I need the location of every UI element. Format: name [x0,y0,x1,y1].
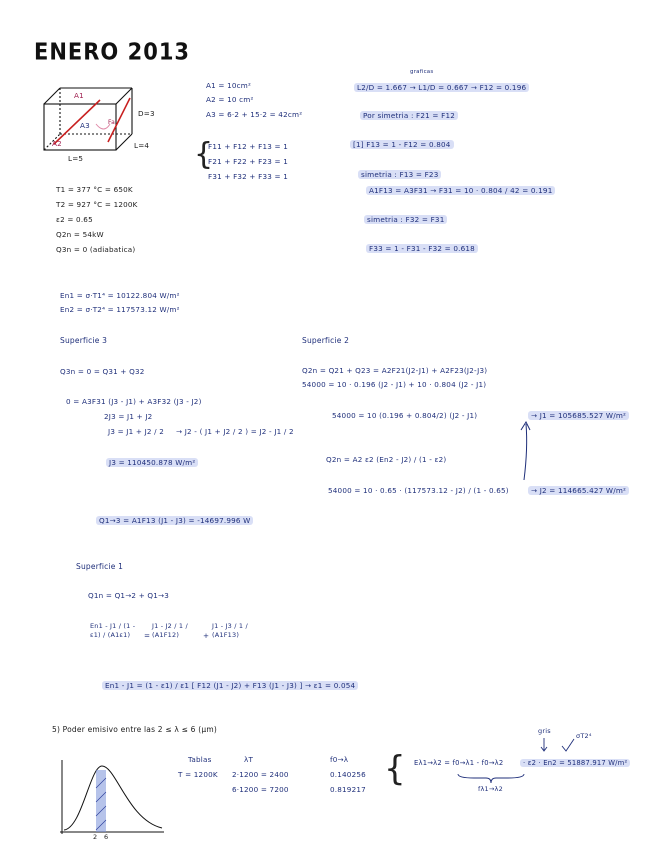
simetria-f23: simetria : F13 = F23 [358,171,441,178]
f-value-1: 0.140256 [330,770,366,779]
label-a3: A3 [80,121,90,130]
f-header: f0→λ [330,755,349,764]
lambda-t-label: λT [244,755,254,764]
label-l5: L=5 [68,154,84,163]
axis-label-6: 6 [104,833,109,841]
page-title: ENERO 2013 [34,38,191,66]
simetria-f32: simetria : F32 = F31 [364,216,447,223]
simetria-f21: Por simetria : F21 = F12 [360,112,458,119]
sup1-frac1: En1 - J1 / (1 - ε1) / (A1ε1) [90,622,136,640]
sup1-plus: + [203,631,210,640]
sup1-line1: Q1n = Q1→2 + Q1→3 [88,591,170,600]
label-a2-small: A2 [52,139,62,148]
sup2-j1: → J1 = 105685.527 W/m² [528,412,629,419]
sup1-frac3: J1 - J3 / 1 / (A1F13) [212,622,248,640]
sup3-line4b: → J2 - ( J1 + J2 / 2 ) = J2 - J1 / 2 [176,427,294,436]
sup1-e1: En1 - J1 = (1 - ε1) / ε1 [ F12 (J1 - J2) + F13 (J1 - J3) ] → ε1 = 0.054 [102,682,358,689]
sum-row-3: F31 + F32 + F33 = 1 [208,172,288,181]
part5-denominator: fλ1→λ2 [478,785,503,793]
sup2-line3a: 54000 = 10 (0.196 + 0.804/2) (J2 - J1) [332,411,478,420]
area-a1: A1 = 10cm² [206,81,252,90]
sup3-line2: 0 = A3F31 (J3 - J1) + A3F32 (J3 - J2) [66,397,202,406]
area-a3: A3 = 6·2 + 15·2 = 42cm² [206,110,303,119]
sup2-line5a: 54000 = 10 · 0.65 · (117573.12 - J2) / (1 - 0.65) [328,486,509,495]
tablas-label: Tablas [188,755,212,764]
given-t1: T1 = 377 °C = 650K [56,185,133,194]
planck-curve-graph [58,758,168,838]
ratio-line: L2/D = 1.667 → L1/D = 0.667 → F12 = 0.196 [354,84,529,91]
arrow-down-icon [538,736,578,756]
part5-eq-left: Eλ1→λ2 = f0→λ1 - f0→λ2 [414,759,504,767]
sup3-j3: J3 = 110450.878 W/m² [106,459,198,466]
sum-row-1: F11 + F12 + F13 = 1 [208,142,288,151]
en1-line: En1 = σ·T1⁴ = 10122.804 W/m² [60,291,180,300]
label-d3: D=3 [138,109,155,118]
sup1-eq: = [144,631,151,640]
temperature-value: T = 1200K [178,770,218,779]
f13-line: [1] F13 = 1 - F12 = 0.804 [350,141,454,148]
given-q3n: Q3n = 0 (adiabatica) [56,245,136,254]
sum-row-2: F21 + F22 + F23 = 1 [208,157,288,166]
brace-2: { [384,749,406,789]
q1to3-line: Q1→3 = A1F13 (J1 - J3) = -14697.996 W [96,517,253,524]
axis-label-2: 2 [93,833,98,841]
f-value-2: 0.819217 [330,785,366,794]
sup2-heading: Superficie 2 [302,336,350,345]
label-l4: L=4 [134,141,150,150]
brace: { [194,137,214,172]
area-a2: A2 = 10 cm² [206,95,254,104]
sup2-line2: 54000 = 10 · 0.196 (J2 - J1) + 10 · 0.804 (J2 - J1) [302,380,487,389]
sup3-heading: Superficie 3 [60,336,108,345]
part5-heading: 5) Poder emisivo entre las 2 ≤ λ ≤ 6 (μm) [52,725,217,734]
sup3-line1: Q3n = 0 = Q31 + Q32 [60,367,145,376]
gris-label: gris [538,727,551,735]
f33-line: F33 = 1 - F31 - F32 = 0.618 [366,245,478,252]
part5-eq-right: · ε2 · En2 = 51887.917 W/m² [520,760,630,767]
lambda-t-row1: 2·1200 = 2400 [232,770,289,779]
given-q2n: Q2n = 54kW [56,230,104,239]
sup2-line4: Q2n = A2 ε2 (En2 - J2) / (1 - ε2) [326,455,447,464]
sup2-j2: → J2 = 114665.427 W/m² [528,487,629,494]
sup3-line4a: J3 = J1 + J2 / 2 [108,427,165,436]
sup3-line3: 2J3 = J1 + J2 [104,412,153,421]
sigma-label: σT2⁴ [576,732,592,740]
arrow-up-icon [518,418,538,488]
label-fa: Fa [108,119,115,126]
sup1-frac2: J1 - J2 / 1 / (A1F12) [152,622,188,640]
underbrace [456,772,526,784]
sup1-heading: Superficie 1 [76,562,124,571]
en2-line: En2 = σ·T2⁴ = 117573.12 W/m² [60,305,180,314]
given-e2: ε2 = 0.65 [56,215,93,224]
sup2-line1: Q2n = Q21 + Q23 = A2F21(J2-J1) + A2F23(J2-J3) [302,366,488,375]
label-a1: A1 [74,91,84,100]
a1f13-line: A1F13 = A3F31 → F31 = 10 · 0.804 / 42 = 0.191 [366,187,555,194]
graficas-label: graficas [410,69,434,75]
lambda-t-row2: 6·1200 = 7200 [232,785,289,794]
given-t2: T2 = 927 °C = 1200K [56,200,138,209]
